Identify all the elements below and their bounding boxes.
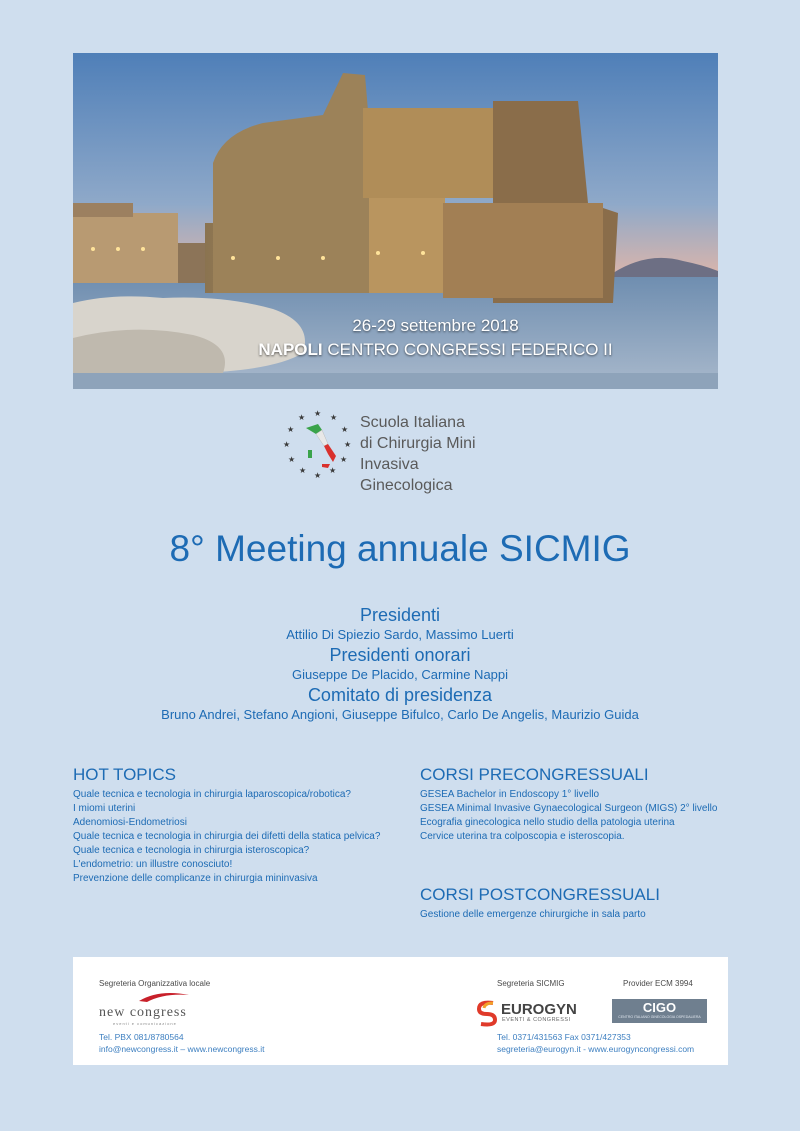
cigo-name: CIGO	[642, 1000, 677, 1015]
logo-line-3: Ginecologica	[360, 477, 453, 494]
segreteria-locale-label: Segreteria Organizzativa locale	[99, 979, 211, 988]
corsi-post-section	[420, 884, 660, 922]
sicmig-logo	[278, 406, 538, 494]
eg-tel: Tel. 0371/431563 Fax 0371/427353	[497, 1032, 631, 1042]
svg-text:★: ★	[314, 409, 322, 418]
logo-line-1: Scuola Italiana	[360, 414, 465, 431]
comitato-heading: Comitato di presidenza	[307, 685, 493, 705]
nc-tel: Tel. PBX 081/8780564	[99, 1032, 184, 1042]
presidenti-onorari-names: Giuseppe De Placido, Carmine Nappi	[291, 667, 509, 682]
italy-map-icon	[306, 424, 336, 468]
eurogyn-logo	[473, 997, 583, 1027]
list-item: Quale tecnica e tecnologia in chirurgia dei difetti della statica pelvica?	[73, 831, 381, 842]
svg-text:★: ★	[314, 471, 322, 480]
svg-text:★: ★	[298, 413, 306, 422]
svg-text:★: ★	[283, 440, 291, 449]
corsi-post-heading: CORSI POSTCONGRESSUALI	[420, 885, 660, 904]
corsi-pre-section	[420, 764, 717, 844]
logo-line-2: di Chirurgia Mini Invasiva	[360, 435, 476, 473]
comitato-names: Bruno Andrei, Stefano Angioni, Giuseppe Bifulco, Carlo De Angelis, Maurizio Guida	[161, 707, 639, 722]
provider-ecm-label: Provider ECM 3994	[623, 979, 693, 988]
list-item: Ecografia ginecologica nello studio della patologia uterina	[420, 817, 675, 828]
event-date: 26-29 settembre 2018	[352, 316, 519, 335]
list-item: Quale tecnica e tecnologia in chirurgia laparoscopica/robotica?	[73, 789, 351, 800]
castel-dell-ovo-photo	[73, 53, 718, 389]
event-venue-name: CENTRO CONGRESSI FEDERICO II	[327, 340, 613, 359]
eg-contacts[interactable]: segreteria@eurogyn.it - www.eurogyncongressi.com	[497, 1044, 695, 1054]
svg-text:★: ★	[288, 455, 296, 464]
corsi-pre-heading: CORSI PRECONGRESSUALI	[420, 765, 649, 784]
list-item: Cervice uterina tra colposcopia e isteroscopia.	[420, 831, 625, 842]
eurogyn-s-icon	[475, 999, 499, 1027]
event-venue	[113, 340, 718, 360]
presidenti-onorari-heading: Presidenti onorari	[329, 645, 471, 665]
list-item: I miomi uterini	[73, 803, 136, 814]
meeting-title: 8° Meeting annuale SICMIG	[169, 528, 631, 569]
list-item: GESEA Minimal Invasive Gynaecological Surgeon (MIGS) 2° livello	[420, 803, 718, 814]
cigo-tagline: CENTRO ITALIANO GINECOLOGIA OSPEDALIERA	[618, 1015, 701, 1019]
list-item: L'endometrio: un illustre conosciuto!	[73, 859, 233, 870]
presidenti-heading: Presidenti	[359, 605, 441, 625]
new-congress-name: new congress	[99, 1005, 187, 1020]
star-ring-icon	[278, 406, 358, 482]
logo-text	[360, 412, 538, 496]
list-item: Adenomiosi-Endometriosi	[73, 817, 187, 828]
eurogyn-name: EUROGYN	[501, 1001, 577, 1018]
svg-text:★: ★	[330, 413, 338, 422]
nc-contacts[interactable]: info@newcongress.it – www.newcongress.it	[99, 1044, 265, 1054]
event-city: NAPOLI	[258, 340, 323, 359]
svg-text:★: ★	[344, 440, 352, 449]
presidenti-names: Attilio Di Spiezio Sardo, Massimo Luerti	[286, 627, 514, 642]
new-congress-tagline: eventi e comunicazione	[113, 1021, 177, 1026]
segreteria-sicmig-label: Segreteria SICMIG	[497, 979, 565, 988]
eurogyn-tagline: EVENTI & CONGRESSI	[502, 1017, 571, 1023]
svg-text:★: ★	[341, 425, 349, 434]
cigo-logo	[612, 999, 707, 1023]
list-item: Prevenzione delle complicanze in chirurgia mininvasiva	[73, 873, 318, 884]
svg-text:★: ★	[329, 466, 337, 475]
svg-text:★: ★	[299, 466, 307, 475]
footer-panel	[73, 957, 728, 1065]
presidenza-section	[0, 604, 800, 724]
list-item: GESEA Bachelor in Endoscopy 1° livello	[420, 789, 600, 800]
list-item: Gestione delle emergenze chirurgiche in sala parto	[420, 909, 646, 920]
new-congress-logo	[99, 995, 199, 1025]
svg-text:★: ★	[340, 455, 348, 464]
svg-text:★: ★	[287, 425, 295, 434]
hero-image	[73, 53, 718, 389]
swoosh-icon	[99, 989, 199, 1003]
hot-topics-section	[73, 764, 380, 886]
list-item: Quale tecnica e tecnologia in chirurgia isteroscopica?	[73, 845, 310, 856]
hot-topics-heading: HOT TOPICS	[73, 765, 176, 784]
